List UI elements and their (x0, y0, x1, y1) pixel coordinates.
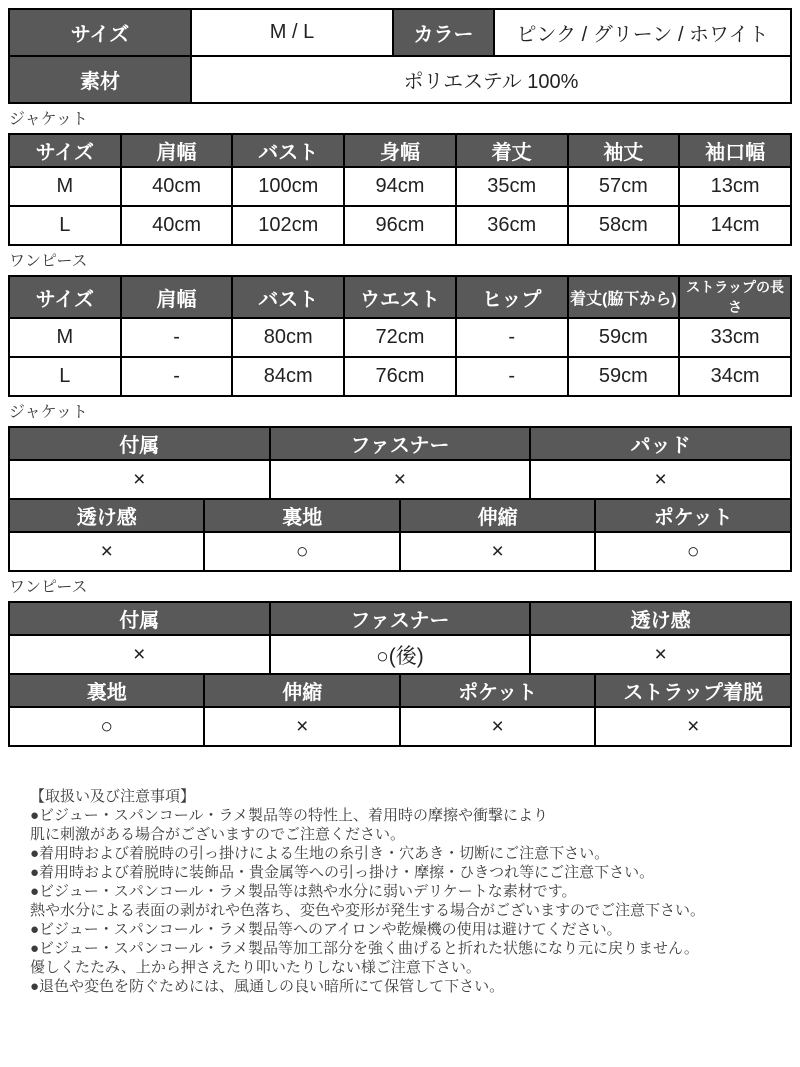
header-cell: ポケット (595, 499, 791, 532)
table-row (9, 499, 791, 532)
material-value-cell: ポリエステル 100% (191, 56, 791, 103)
header-cell: 裏地 (9, 674, 204, 707)
value-cell: 40cm (121, 167, 233, 206)
value-cell: ○ (204, 532, 399, 571)
value-cell: - (456, 357, 568, 396)
note-line: ●ビジュー・スパンコール・ラメ製品等は熱や水分に弱いデリケートな素材です。 (30, 883, 577, 900)
header-cell: 着丈(脇下から) (568, 276, 680, 318)
header-cell: パッド (530, 427, 791, 460)
value-cell: 96cm (344, 206, 456, 245)
note-line: ●ビジュー・スパンコール・ラメ製品等の特性上、着用時の摩擦や衝撃により (30, 807, 549, 824)
header-cell: 袖口幅 (679, 134, 791, 167)
note-line: ●着用時および着脱時の引っ掛けによる生地の糸引き・穴あき・切断にご注意下さい。 (30, 845, 610, 862)
table-row (9, 674, 791, 707)
header-cell: サイズ (9, 134, 121, 167)
header-cell: ストラップの長さ (679, 276, 791, 318)
size-value-cell: M / L (191, 9, 393, 56)
value-cell: ○(後) (270, 635, 531, 674)
header-cell: 透け感 (9, 499, 204, 532)
header-cell: ファスナー (270, 427, 531, 460)
header-cell: 伸縮 (204, 674, 399, 707)
color-header-cell: カラー (393, 9, 494, 56)
value-cell: M (9, 167, 121, 206)
header-cell: 裏地 (204, 499, 399, 532)
value-cell: - (121, 318, 233, 357)
note-line: ●ビジュー・スパンコール・ラメ製品等加工部分を強く曲げると折れた状態になり元に戻りません。 (30, 940, 699, 957)
note-line: ●退色や変色を防ぐためには、風通しの良い暗所にて保管して下さい。 (30, 978, 505, 995)
header-cell: 身幅 (344, 134, 456, 167)
value-cell: - (121, 357, 233, 396)
header-cell: ストラップ着脱 (595, 674, 791, 707)
value-cell: 72cm (344, 318, 456, 357)
value-cell: 100cm (232, 167, 344, 206)
notes-title: 【取扱い及び注意事項】 (30, 788, 196, 805)
value-cell: 34cm (679, 357, 791, 396)
header-cell: 透け感 (530, 602, 791, 635)
header-cell: バスト (232, 134, 344, 167)
header-cell: 肩幅 (121, 134, 233, 167)
value-cell: 59cm (568, 357, 680, 396)
table-row (9, 276, 791, 318)
value-cell: 36cm (456, 206, 568, 245)
jacket-features-table (8, 426, 792, 572)
value-cell: 102cm (232, 206, 344, 245)
table-row (9, 9, 791, 56)
value-cell: × (530, 635, 791, 674)
header-cell: 付属 (9, 602, 270, 635)
value-cell: 57cm (568, 167, 680, 206)
onepiece-features-table (8, 601, 792, 747)
material-header-cell: 素材 (9, 56, 191, 103)
summary-table (8, 8, 792, 104)
section-label-jacket-size: ジャケット (9, 111, 88, 128)
onepiece-size-table (8, 275, 792, 397)
value-cell: × (400, 707, 595, 746)
note-line: 肌に刺激がある場合がございますのでご注意ください。 (30, 826, 406, 843)
value-cell: × (595, 707, 791, 746)
header-cell: 付属 (9, 427, 270, 460)
header-cell: 袖丈 (568, 134, 680, 167)
value-cell: ○ (9, 707, 204, 746)
value-cell: 58cm (568, 206, 680, 245)
value-cell: M (9, 318, 121, 357)
value-cell: 94cm (344, 167, 456, 206)
value-cell: 40cm (121, 206, 233, 245)
value-cell: 33cm (679, 318, 791, 357)
note-line: 熱や水分による表面の剥がれや色落ち、変色や変形が発生する場合がございますのでご注意下さい。 (30, 902, 706, 919)
note-line: 優しくたたみ、上から押さえたり叩いたりしない様ご注意下さい。 (30, 959, 481, 976)
size-header-cell: サイズ (9, 9, 191, 56)
table-row (9, 318, 791, 357)
table-row (9, 206, 791, 245)
value-cell: × (530, 460, 791, 499)
section-label-jacket-features: ジャケット (9, 404, 88, 421)
table-row (9, 602, 791, 635)
table-row (9, 167, 791, 206)
header-cell: 肩幅 (121, 276, 233, 318)
value-cell: × (270, 460, 531, 499)
value-cell: × (204, 707, 399, 746)
section-label-onepiece-features: ワンピース (9, 579, 88, 596)
handling-notes (8, 787, 792, 996)
value-cell: 84cm (232, 357, 344, 396)
note-line: ●ビジュー・スパンコール・ラメ製品等へのアイロンや乾燥機の使用は避けてください。 (30, 921, 622, 938)
header-cell: ウエスト (344, 276, 456, 318)
table-row (9, 56, 791, 103)
value-cell: L (9, 206, 121, 245)
value-cell: × (400, 532, 595, 571)
header-cell: バスト (232, 276, 344, 318)
value-cell: - (456, 318, 568, 357)
value-cell: ○ (595, 532, 791, 571)
header-cell: ヒップ (456, 276, 568, 318)
table-row (9, 427, 791, 460)
section-label-onepiece-size: ワンピース (9, 253, 88, 270)
value-cell: 35cm (456, 167, 568, 206)
header-cell: 伸縮 (400, 499, 595, 532)
value-cell: L (9, 357, 121, 396)
value-cell: 13cm (679, 167, 791, 206)
jacket-size-table (8, 133, 792, 246)
value-cell: 59cm (568, 318, 680, 357)
value-cell: × (9, 635, 270, 674)
table-row (9, 707, 791, 746)
table-row (9, 635, 791, 674)
table-row (9, 134, 791, 167)
note-line: ●着用時および着脱時に装飾品・貴金属等への引っ掛け・摩擦・ひきつれ等にご注意下さい。 (30, 864, 655, 881)
header-cell: ファスナー (270, 602, 531, 635)
value-cell: 80cm (232, 318, 344, 357)
header-cell: ポケット (400, 674, 595, 707)
table-row (9, 460, 791, 499)
value-cell: 14cm (679, 206, 791, 245)
value-cell: × (9, 460, 270, 499)
value-cell: 76cm (344, 357, 456, 396)
table-row (9, 532, 791, 571)
color-value-cell: ピンク / グリーン / ホワイト (494, 9, 791, 56)
header-cell: サイズ (9, 276, 121, 318)
header-cell: 着丈 (456, 134, 568, 167)
table-row (9, 357, 791, 396)
value-cell: × (9, 532, 204, 571)
